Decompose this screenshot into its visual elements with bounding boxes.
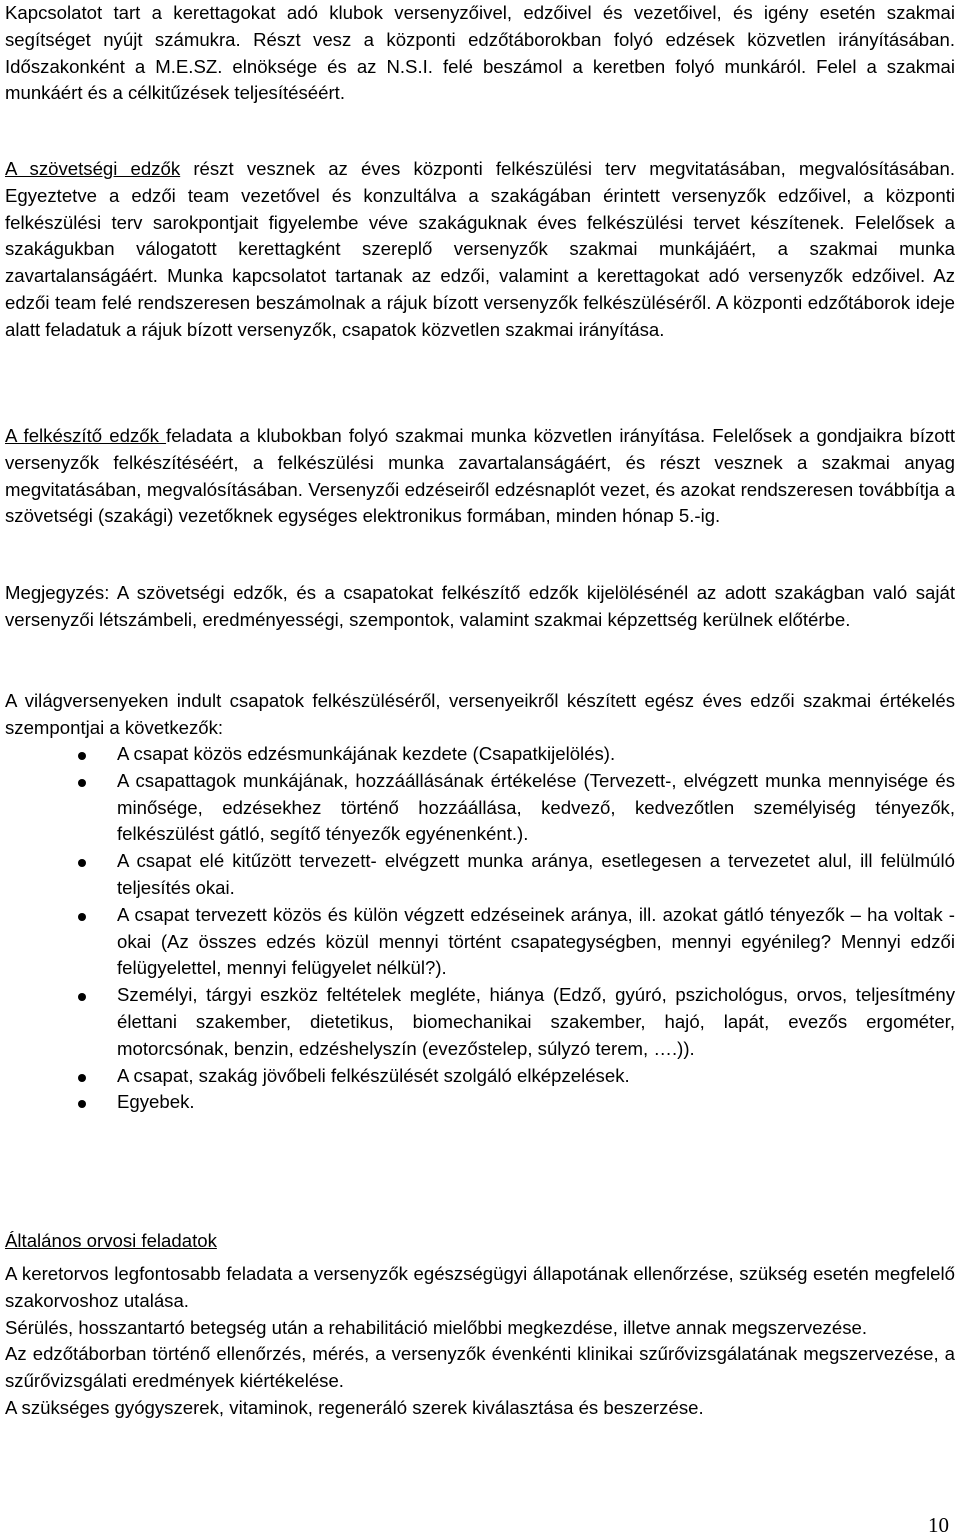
medical-duty-line: A keretorvos legfontosabb feladata a versenyzők egészségügyi állapotának ellenőrzése, szükség esetén megfelelő szakorvoshoz utalása. — [5, 1263, 955, 1311]
bullet-icon — [78, 1074, 86, 1082]
list-item: A csapat, szakág jövőbeli felkészülését szolgáló elképzelések. — [5, 1063, 955, 1090]
section-heading-medical: Általános orvosi feladatok — [5, 1230, 217, 1251]
bullet-icon — [78, 993, 86, 1001]
list-item: A csapat tervezett közös és külön végzett edzéseinek aránya, ill. azokat gátló tényezők – ha voltak - okai (Az összes edzés közül mennyi történt csapategységben, mennyi egyénileg? Mennyi edzői felügyelettel, mennyi felügyelet nélkül?). — [5, 902, 955, 982]
federation-coaches-label: A szövetségi edzők — [5, 158, 181, 179]
bullet-icon — [78, 1100, 86, 1108]
medical-duties-block — [5, 1261, 955, 1422]
paragraph-preparing-coaches — [5, 423, 955, 530]
paragraph-coach-duties: Kapcsolatot tart a kerettagokat adó klubok versenyzőivel, edzőivel és vezetőivel, és igény esetén szakmai segítséget nyújt számukra. Részt vesz a központi edzőtáborokban folyó edzések közvetlen irányításában. Időszakonként a M.E.SZ. elnöksége és az N.S.I. felé beszámol a keretben folyó munkáról. Felel a szakmai munkáért és a célkitűzések teljesítéséért. — [5, 2, 955, 104]
federation-coaches-text: részt vesznek az éves központi felkészülési terv megvitatásában, megvalósításában. Egyeztetve a edzői team vezetővel és konzultálva a szakágában érintett versenyzők edzőivel, a központi felkészülési terv sarokpontjait figyelembe véve szakáguknak éves felkészülési tervet készítenek. Felelősek a szakágukban válogatott kerettagként szereplő versenyzők szakmai munkájáért, a szakmai munka zavartalanságáért. Munka kapcsolatot tartanak az edzői, valamint a kerettagokat adó versenyzők edzőivel. Az edzői team felé rendszeresen beszámolnak a rájuk bízott versenyzők felkészüléséről. A központi edzőtáborok ideje alatt feladatuk a rájuk bízott versenyzők, csapatok közvetlen szakmai irányítása. — [5, 158, 955, 340]
page-number: 10 — [928, 1513, 949, 1537]
bullet-icon — [78, 913, 86, 921]
bullet-icon — [78, 859, 86, 867]
medical-duty-line: Az edzőtáborban történő ellenőrzés, mérés, a versenyzők évenkénti klinikai szűrővizsgálatának megszervezése, a szűrővizsgálati eredmények kiértékelése. — [5, 1343, 955, 1392]
medical-duty-line: A szükséges gyógyszerek, vitaminok, regeneráló szerek kiválasztása és beszerzése. — [5, 1396, 704, 1418]
preparing-coaches-text: feladata a klubokban folyó szakmai munka közvetlen irányítása. Felelősek a gondjaikra bízott versenyzők felkészítéséért, a felkészülési munka zavartalanságáért, és részt vesznek a szakmai anyag megvitatásában, megvalósításában. Versenyzői edzéseiről edzésnaplót vezet, és azokat rendszeresen továbbítja a szövetségi (szakági) vezetőknek egységes elektronikus formában, minden hónap 5.-ig. — [5, 425, 955, 527]
list-item: Személyi, tárgyi eszköz feltételek megléte, hiánya (Edző, gyúró, pszichológus, orvos, teljesítmény élettani szakember, dietetikus, biomechanikai szakember, hajó, lapát, evezős ergométer, motorcsónak, benzin, edzéshelyszín (evezőstelep, súlyzó terem, ….)). — [5, 982, 955, 1062]
list-item: A csapat közös edzésmunkájának kezdete (Csapatkijelölés). — [5, 741, 955, 768]
list-item: A csapat elé kitűzött tervezett- elvégzett munka aránya, esetlegesen a tervezetet alul, ill felülmúló teljesítés okai. — [5, 848, 955, 902]
paragraph-federation-coaches — [5, 156, 955, 344]
paragraph-note: Megjegyzés: A szövetségi edzők, és a csapatokat felkészítő edzők kijelölésénél az adott szakágban való saját versenyzői létszámbeli, eredményességi, szempontok, valamint szakmai képzettség kerülnek előtérbe. — [5, 582, 955, 630]
preparing-coaches-label: A felkészítő edzők — [5, 425, 167, 446]
evaluation-criteria-list — [5, 741, 955, 1116]
medical-duty-line: Sérülés, hosszantartó betegség után a rehabilitáció mielőbbi megkezdése, illetve annak megszervezése. — [5, 1316, 868, 1338]
paragraph-evaluation-intro: A világversenyeken indult csapatok felkészüléséről, versenyeikről készített egész éves edzői szakmai értékelés szempontjai a következők: — [5, 690, 955, 738]
list-item: Egyebek. — [5, 1089, 955, 1116]
bullet-icon — [78, 779, 86, 787]
list-item: A csapattagok munkájának, hozzáállásának értékelése (Tervezett-, elvégzett munka mennyisége és minősége, edzésekhez történő hozzáállása, kedvező, kedvezőtlen személyiség tényezők, felkészülést gátló, segítő tényezők egyénenként.). — [5, 768, 955, 848]
bullet-icon — [78, 752, 86, 760]
